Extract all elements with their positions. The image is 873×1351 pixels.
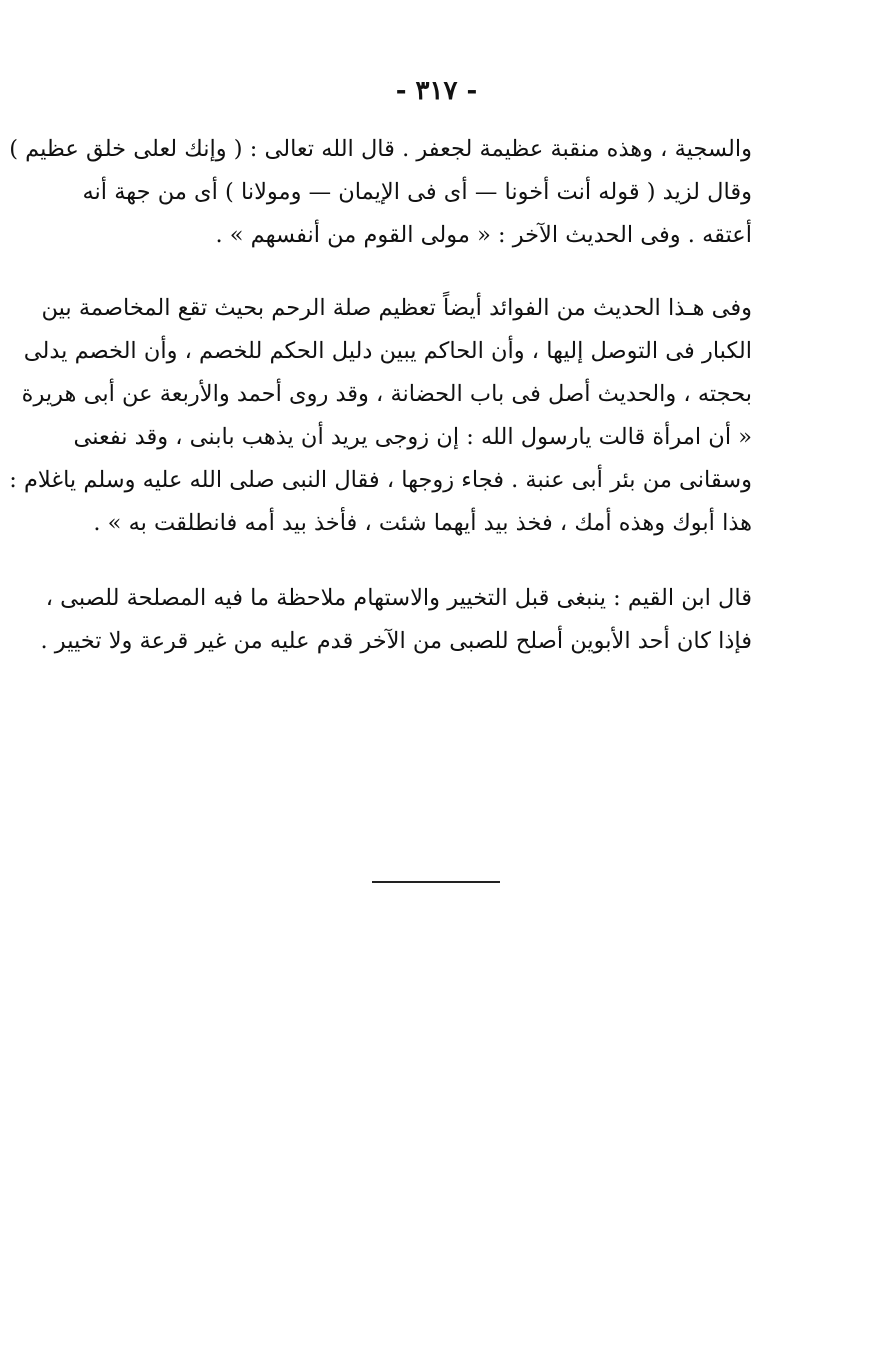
text-line: وسقانى من بئر أبى عنبة . فجاء زوجها ، فقال النبى صلى الله عليه وسلم ياغلام : [9,467,752,493]
text-line: هذا أبوك وهذه أمك ، فخذ بيد أيهما شئت ، فأخذ بيد أمه فانطلقت به » . [93,510,752,536]
text-line: « أن امرأة قالت يارسول الله : إن زوجى يريد أن يذهب بابنى ، وقد نفعنى [73,424,752,450]
text-line: والسجية ، وهذه منقبة عظيمة لجعفر . قال الله تعالى : ( وإنك لعلى خلق عظيم ) [9,136,752,162]
paragraph-3 [40,577,752,663]
page-number: - ٣١٧ - [395,76,478,106]
text-line: بحجته ، والحديث أصل فى باب الحضانة ، وقد روى أحمد والأربعة عن أبى هريرة [21,381,752,407]
text-line: الكبار فى التوصل إليها ، وأن الحاكم يبين دليل الحكم للخصم ، وأن الخصم يدلى [23,338,752,364]
text-line: قال ابن القيم : ينبغى قبل التخيير والاستهام ملاحظة ما فيه المصلحة للصبى ، [45,585,752,611]
text-line: فإذا كان أحد الأبوين أصلح للصبى من الآخر قدم عليه من غير قرعة ولا تخيير . [40,628,752,654]
paragraph-1 [9,128,752,257]
text-line: وفى هـذا الحديث من الفوائد أيضاً تعظيم صلة الرحم بحيث تقع المخاصمة بين [41,295,752,321]
paragraph-2 [9,287,752,545]
text-line: وقال لزيد ( قوله أنت أخونا — أى فى الإيمان — ومولانا ) أى من جهة أنه [82,179,752,205]
text-line: أعتقه . وفى الحديث الآخر : « مولى القوم من أنفسهم » . [215,222,752,248]
end-of-text-rule [372,881,500,883]
